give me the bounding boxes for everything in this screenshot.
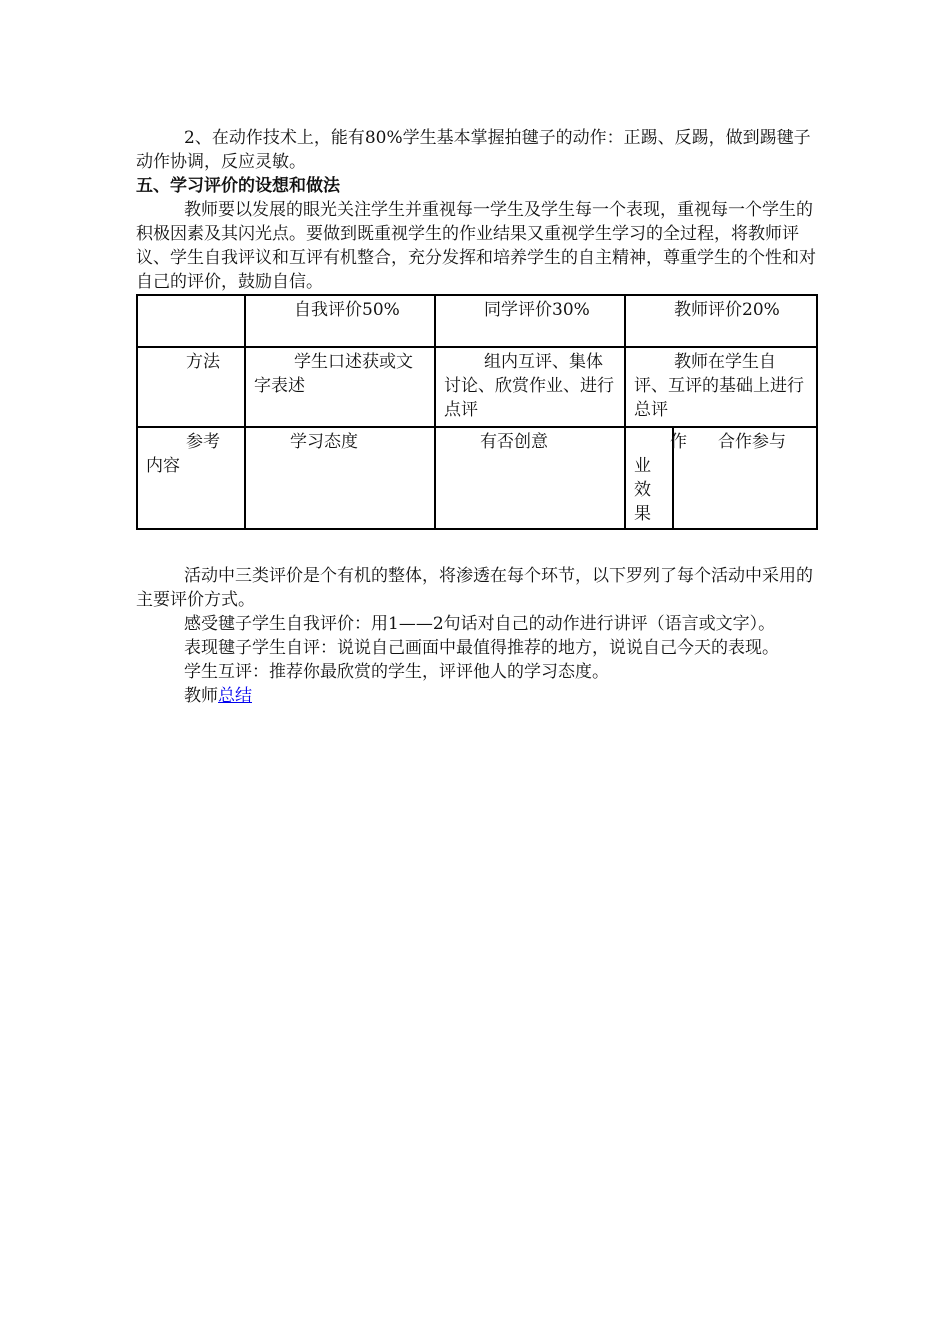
reference-label: 参考内容 [137,427,245,529]
method-self: 学生口述获或文字表述 [245,347,435,427]
reference-cooperation: 合作参与 [673,427,817,529]
table-method-row [137,347,817,427]
paragraph-skill-goal: 2、在动作技术上，能有80%学生基本掌握拍毽子的动作：正踢、反踢，做到踢毽子动作协调，反应灵敏。 [136,128,811,172]
method-label: 方法 [137,347,245,427]
method-peer: 组内互评、集体讨论、欣赏作业、进行点评 [435,347,625,427]
paragraph-peer-review: 学生互评：推荐你最欣赏的学生，评评他人的学习态度。 [184,662,609,682]
table-reference-row [137,427,817,529]
header-teacher-evaluation: 教师评价20% [625,295,817,347]
table-corner-cell [137,295,245,347]
paragraph-self-review: 表现毽子学生自评：说说自己画面中最值得推荐的地方，说说自己今天的表现。 [184,638,779,658]
paragraph-evaluation-overview: 活动中三类评价是个有机的整体，将渗透在每个环节，以下罗列了每个活动中采用的主要评价方式。 [136,566,813,610]
evaluation-table [136,294,818,530]
paragraph-evaluation-intro: 教师要以发展的眼光关注学生并重视每一学生及学生每一个表现，重视每一个学生的积极因素及其闪光点。要做到既重视学生的作业结果又重视学生学习的全过程，将教师评议、学生自我评议和互评有机整合，充分发挥和培养学生的自主精神，尊重学生的个性和对自己的评价，鼓励自信。 [136,200,816,292]
header-peer-evaluation: 同学评价30% [435,295,625,347]
section-heading-evaluation: 五、学习评价的设想和做法 [136,176,340,196]
header-self-evaluation: 自我评价50% [245,295,435,347]
reference-attitude: 学习态度 [245,427,435,529]
reference-creativity: 有否创意 [435,427,625,529]
summary-link[interactable]: 总结 [218,686,252,706]
reference-homework: 作业效果 [625,427,673,529]
paragraph-self-evaluation: 感受毽子学生自我评价：用1——2句话对自己的动作进行讲评（语言或文字）。 [184,614,776,634]
paragraph-teacher-summary [136,684,816,708]
method-teacher: 教师在学生自评、互评的基础上进行总评 [625,347,817,427]
document-body [136,126,816,708]
teacher-label: 教师 [184,686,218,706]
table-header-row [137,295,817,347]
spacer [136,530,816,564]
